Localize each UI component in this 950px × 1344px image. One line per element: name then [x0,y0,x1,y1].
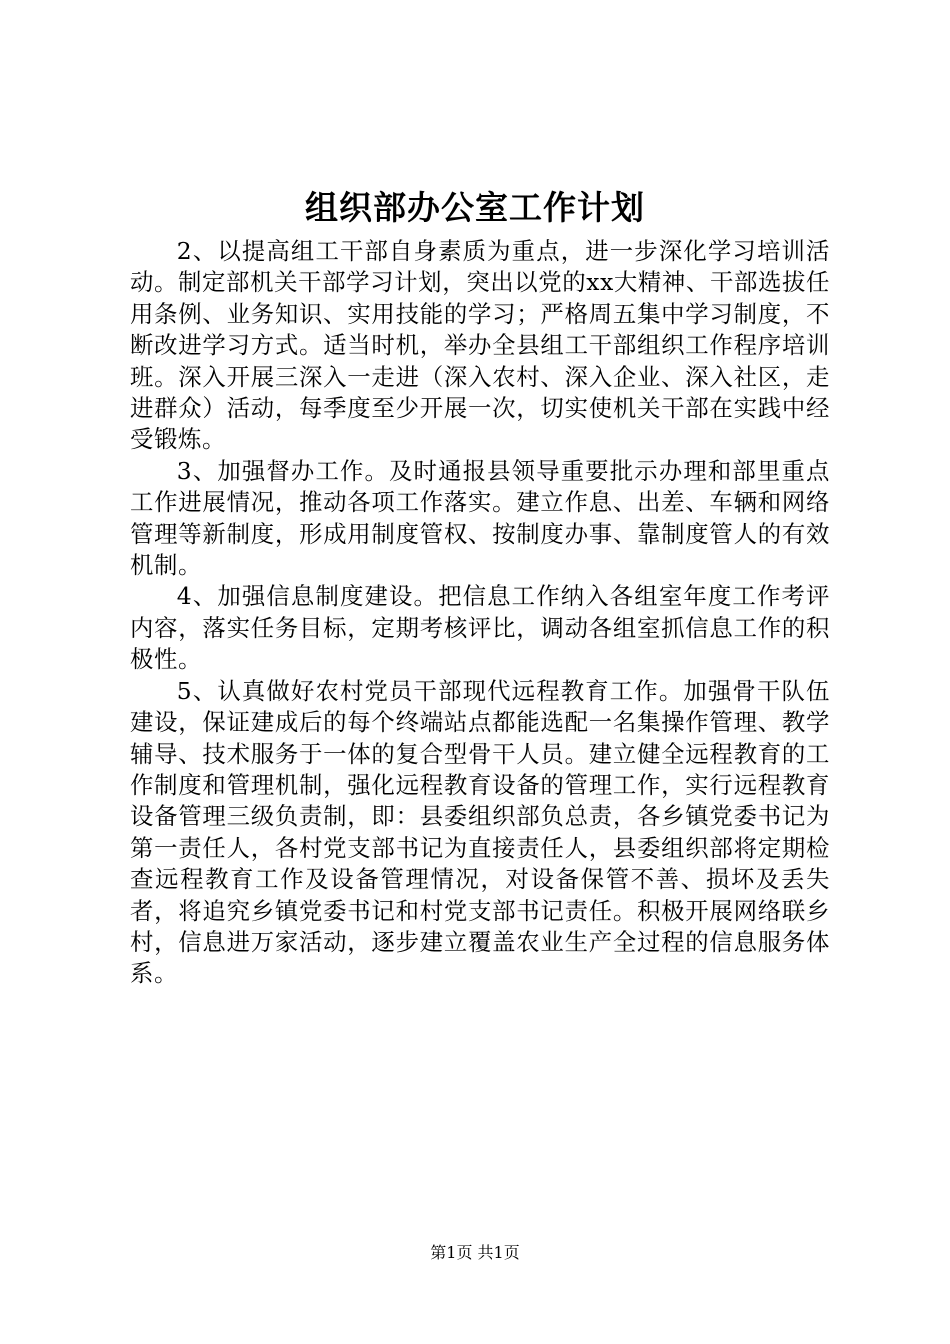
paragraph-3: 3、加强督办工作。及时通报县领导重要批示办理和部里重点工作进展情况，推动各项工作落实。建立作息、出差、车辆和网络管理等新制度，形成用制度管权、按制度办事、靠制度管人的有效机制。 [130,456,830,580]
paragraph-5: 5、认真做好农村党员干部现代远程教育工作。加强骨干队伍建设，保证建成后的每个终端站点都能选配一名集操作管理、教学辅导、技术服务于一体的复合型骨干人员。建立健全远程教育的工作制度和管理机制，强化远程教育设备的管理工作，实行远程教育设备管理三级负责制，即：县委组织部负总责，各乡镇党委书记为第一责任人，各村党支部书记为直接责任人，县委组织部将定期检查远程教育工作及设备管理情况，对设备保管不善、损坏及丢失者，将追究乡镇党委书记和村党支部书记责任。积极开展网络联乡村，信息进万家活动，逐步建立覆盖农业生产全过程的信息服务体系。 [130,676,830,988]
page-footer: 第1页 共1页 [430,1243,520,1262]
paragraph-4: 4、加强信息制度建设。把信息工作纳入各组室年度工作考评内容，落实任务目标，定期考核评比，调动各组室抓信息工作的积极性。 [130,582,830,674]
paragraph-2: 2、以提高组工干部自身素质为重点，进一步深化学习培训活动。制定部机关干部学习计划，突出以党的xx大精神、干部选拔任用条例、业务知识、实用技能的学习；严格周五集中学习制度，不断改进学习方式。适当时机，举办全县组工干部组织工作程序培训班。深入开展三深入一走进（深入农村、深入企业、深入社区，走进群众）活动，每季度至少开展一次，切实使机关干部在实践中经受锻炼。 [130,237,830,454]
document-body [130,236,830,990]
document-title: 组织部办公室工作计划 [305,188,645,227]
